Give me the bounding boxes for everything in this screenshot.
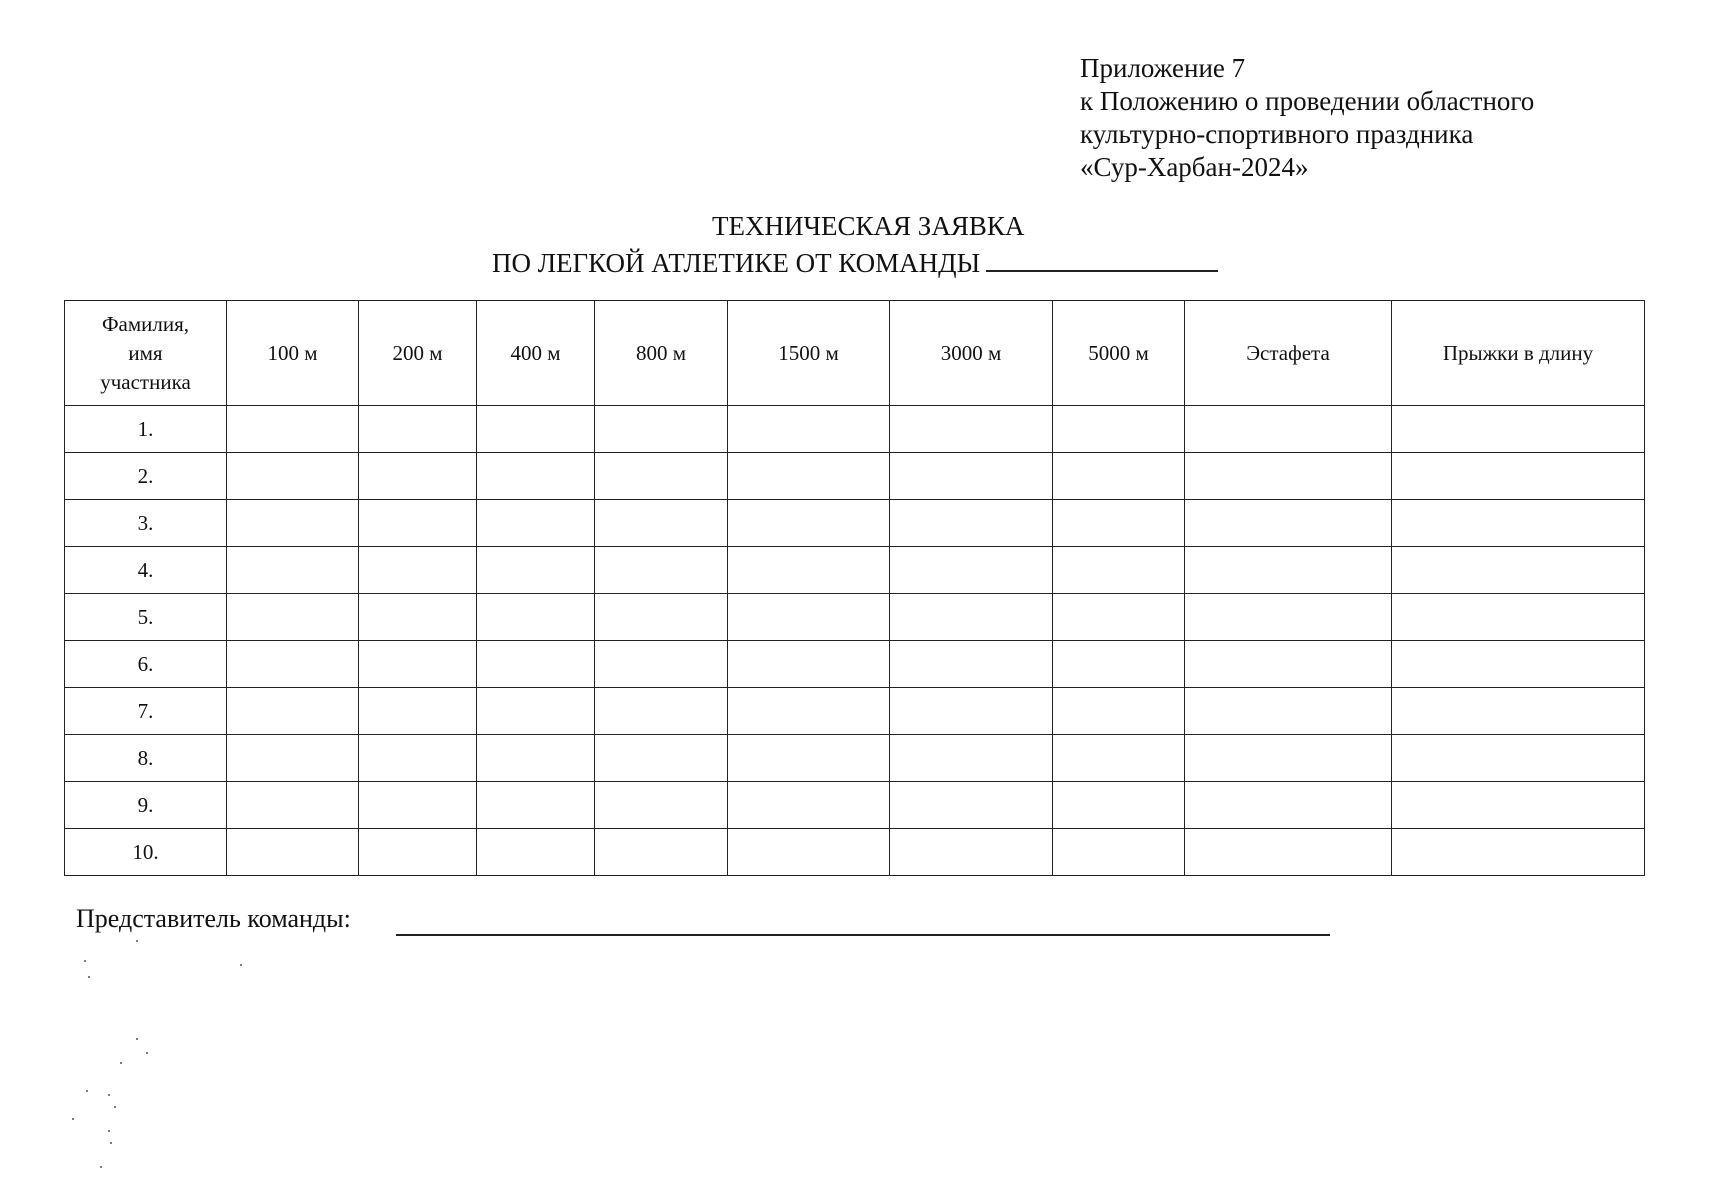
- cell-100m[interactable]: [227, 406, 359, 453]
- cell-long-jump[interactable]: [1392, 594, 1645, 641]
- cell-200m[interactable]: [359, 829, 477, 876]
- cell-800m[interactable]: [595, 594, 728, 641]
- cell-400m[interactable]: [477, 453, 595, 500]
- cell-200m[interactable]: [359, 782, 477, 829]
- row-number: 4.: [65, 547, 227, 594]
- cell-100m[interactable]: [227, 829, 359, 876]
- header-participant-line-1: Фамилия,: [101, 311, 190, 336]
- cell-5000m[interactable]: [1053, 688, 1185, 735]
- cell-400m[interactable]: [477, 406, 595, 453]
- cell-1500m[interactable]: [728, 735, 890, 782]
- cell-5000m[interactable]: [1053, 453, 1185, 500]
- cell-5000m[interactable]: [1053, 829, 1185, 876]
- scan-speck: [120, 1062, 122, 1064]
- header-100m: 100 м: [227, 301, 359, 406]
- header-800m: 800 м: [595, 301, 728, 406]
- cell-long-jump[interactable]: [1392, 782, 1645, 829]
- cell-200m[interactable]: [359, 735, 477, 782]
- cell-100m[interactable]: [227, 782, 359, 829]
- row-number: 5.: [65, 594, 227, 641]
- scan-speck: [114, 1106, 116, 1108]
- title-line-2-text: ПО ЛЕГКОЙ АТЛЕТИКЕ ОТ КОМАНДЫ: [492, 248, 981, 278]
- row-number: 8.: [65, 735, 227, 782]
- appendix-line-3: культурно-спортивного праздника: [1080, 119, 1474, 149]
- cell-1500m[interactable]: [728, 500, 890, 547]
- cell-800m[interactable]: [595, 735, 728, 782]
- scan-speck: [100, 1166, 102, 1168]
- cell-relay[interactable]: [1185, 829, 1392, 876]
- cell-200m[interactable]: [359, 406, 477, 453]
- cell-400m[interactable]: [477, 782, 595, 829]
- cell-relay[interactable]: [1185, 453, 1392, 500]
- cell-1500m[interactable]: [728, 453, 890, 500]
- cell-3000m[interactable]: [890, 406, 1053, 453]
- scan-speck: [84, 960, 86, 962]
- header-participant: [65, 301, 227, 406]
- scan-speck: [72, 1118, 74, 1120]
- cell-3000m[interactable]: [890, 594, 1053, 641]
- cell-5000m[interactable]: [1053, 547, 1185, 594]
- cell-long-jump[interactable]: [1392, 547, 1645, 594]
- row-number: 10.: [65, 829, 227, 876]
- cell-long-jump[interactable]: [1392, 688, 1645, 735]
- cell-800m[interactable]: [595, 641, 728, 688]
- cell-5000m[interactable]: [1053, 735, 1185, 782]
- cell-400m[interactable]: [477, 735, 595, 782]
- row-number: 6.: [65, 641, 227, 688]
- scan-speck: [136, 940, 138, 942]
- table-row: [65, 641, 1645, 688]
- cell-800m[interactable]: [595, 688, 728, 735]
- cell-200m[interactable]: [359, 453, 477, 500]
- table-row: [65, 594, 1645, 641]
- scan-speck: [110, 1142, 112, 1144]
- cell-400m[interactable]: [477, 688, 595, 735]
- table-row: [65, 829, 1645, 876]
- cell-3000m[interactable]: [890, 735, 1053, 782]
- appendix-line-1: Приложение 7: [1080, 53, 1246, 83]
- table-row: [65, 453, 1645, 500]
- scan-speck: [146, 1052, 148, 1054]
- cell-200m[interactable]: [359, 500, 477, 547]
- cell-1500m[interactable]: [728, 641, 890, 688]
- table-row: [65, 735, 1645, 782]
- cell-400m[interactable]: [477, 500, 595, 547]
- cell-relay[interactable]: [1185, 547, 1392, 594]
- scan-speck: [136, 1038, 138, 1040]
- table-row: [65, 547, 1645, 594]
- cell-1500m[interactable]: [728, 782, 890, 829]
- cell-200m[interactable]: [359, 641, 477, 688]
- representative-label: Представитель команды:: [76, 904, 351, 933]
- cell-long-jump[interactable]: [1392, 735, 1645, 782]
- cell-1500m[interactable]: [728, 688, 890, 735]
- header-3000m: 3000 м: [890, 301, 1053, 406]
- cell-200m[interactable]: [359, 688, 477, 735]
- header-long-jump: Прыжки в длину: [1392, 301, 1645, 406]
- appendix-block: [1080, 52, 1534, 184]
- cell-400m[interactable]: [477, 594, 595, 641]
- cell-100m[interactable]: [227, 594, 359, 641]
- scan-speck: [88, 976, 90, 978]
- cell-800m[interactable]: [595, 500, 728, 547]
- cell-800m[interactable]: [595, 782, 728, 829]
- cell-long-jump[interactable]: [1392, 500, 1645, 547]
- appendix-line-2: к Положению о проведении областного: [1080, 86, 1535, 116]
- table-row: [65, 500, 1645, 547]
- cell-relay[interactable]: [1185, 688, 1392, 735]
- table-body: [65, 406, 1645, 876]
- row-number: 1.: [65, 406, 227, 453]
- header-1500m: 1500 м: [728, 301, 890, 406]
- cell-5000m[interactable]: [1053, 641, 1185, 688]
- title-line-1: ТЕХНИЧЕСКАЯ ЗАЯВКА: [712, 211, 1025, 241]
- table-row: [65, 406, 1645, 453]
- cell-200m[interactable]: [359, 547, 477, 594]
- scan-speck: [240, 964, 242, 966]
- header-5000m: 5000 м: [1053, 301, 1185, 406]
- cell-800m[interactable]: [595, 829, 728, 876]
- cell-200m[interactable]: [359, 594, 477, 641]
- cell-3000m[interactable]: [890, 829, 1053, 876]
- cell-long-jump[interactable]: [1392, 453, 1645, 500]
- team-name-blank[interactable]: [986, 244, 1218, 272]
- cell-100m[interactable]: [227, 641, 359, 688]
- cell-100m[interactable]: [227, 453, 359, 500]
- cell-1500m[interactable]: [728, 594, 890, 641]
- cell-long-jump[interactable]: [1392, 406, 1645, 453]
- cell-relay[interactable]: [1185, 782, 1392, 829]
- cell-100m[interactable]: [227, 735, 359, 782]
- cell-1500m[interactable]: [728, 829, 890, 876]
- header-participant-line-2: имя: [128, 340, 163, 365]
- cell-3000m[interactable]: [890, 782, 1053, 829]
- cell-3000m[interactable]: [890, 547, 1053, 594]
- cell-long-jump[interactable]: [1392, 829, 1645, 876]
- row-number: 3.: [65, 500, 227, 547]
- cell-3000m[interactable]: [890, 453, 1053, 500]
- table-row: [65, 688, 1645, 735]
- row-number: 9.: [65, 782, 227, 829]
- scan-speck: [108, 1130, 110, 1132]
- cell-3000m[interactable]: [890, 688, 1053, 735]
- cell-5000m[interactable]: [1053, 500, 1185, 547]
- table-header-row: [65, 301, 1645, 406]
- cell-100m[interactable]: [227, 688, 359, 735]
- scan-speck: [86, 1090, 88, 1092]
- title-line-2: [492, 244, 1218, 280]
- row-number: 2.: [65, 453, 227, 500]
- cell-800m[interactable]: [595, 406, 728, 453]
- cell-long-jump[interactable]: [1392, 641, 1645, 688]
- cell-5000m[interactable]: [1053, 406, 1185, 453]
- cell-1500m[interactable]: [728, 547, 890, 594]
- cell-relay[interactable]: [1185, 641, 1392, 688]
- header-relay: Эстафета: [1185, 301, 1392, 406]
- cell-400m[interactable]: [477, 547, 595, 594]
- cell-1500m[interactable]: [728, 406, 890, 453]
- cell-100m[interactable]: [227, 547, 359, 594]
- cell-400m[interactable]: [477, 641, 595, 688]
- cell-800m[interactable]: [595, 547, 728, 594]
- header-400m: 400 м: [477, 301, 595, 406]
- cell-5000m[interactable]: [1053, 594, 1185, 641]
- cell-relay[interactable]: [1185, 500, 1392, 547]
- representative-signature-line[interactable]: [396, 934, 1330, 936]
- cell-relay[interactable]: [1185, 406, 1392, 453]
- row-number: 7.: [65, 688, 227, 735]
- cell-800m[interactable]: [595, 453, 728, 500]
- cell-3000m[interactable]: [890, 641, 1053, 688]
- cell-5000m[interactable]: [1053, 782, 1185, 829]
- cell-relay[interactable]: [1185, 594, 1392, 641]
- cell-400m[interactable]: [477, 829, 595, 876]
- scan-speck: [108, 1094, 110, 1096]
- table-row: [65, 782, 1645, 829]
- header-participant-line-3: участника: [100, 369, 191, 394]
- header-200m: 200 м: [359, 301, 477, 406]
- cell-3000m[interactable]: [890, 500, 1053, 547]
- entry-table: [64, 300, 1645, 876]
- cell-relay[interactable]: [1185, 735, 1392, 782]
- appendix-line-4: «Сур-Харбан-2024»: [1080, 152, 1309, 182]
- cell-100m[interactable]: [227, 500, 359, 547]
